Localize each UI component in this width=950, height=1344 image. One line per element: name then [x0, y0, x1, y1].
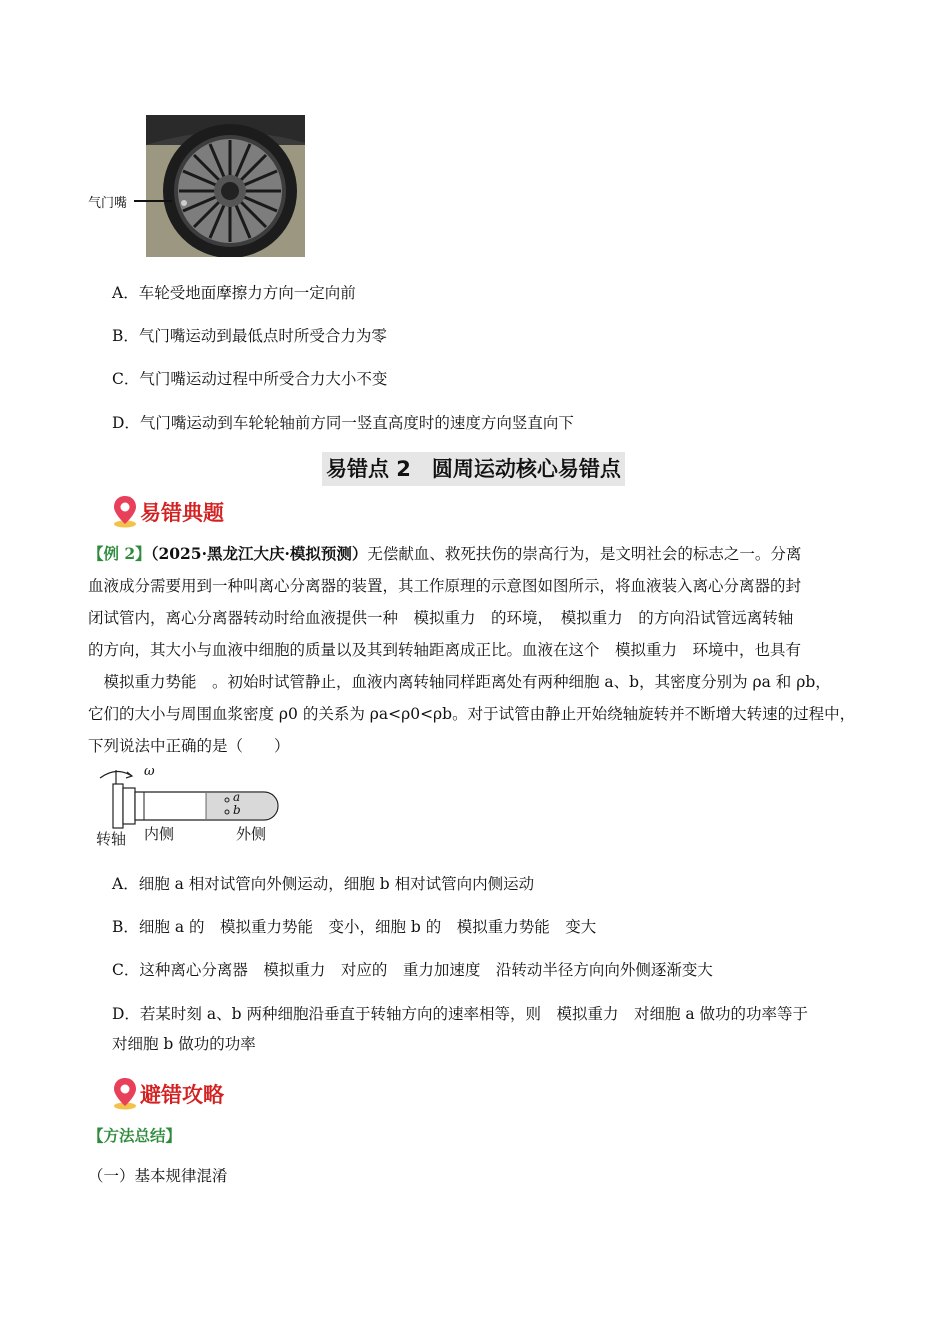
example2-line-4: 的方向，其大小与血液中细胞的质量以及其到转轴距离成正比。血液在这个 模拟重力 环境中，也具有 [88, 641, 802, 659]
valve-pointer-line [134, 200, 172, 202]
location-pin-icon [112, 1076, 138, 1110]
heading-strategy: 避错攻略 [140, 1083, 224, 1107]
location-pin-icon [112, 494, 138, 528]
heading-examples: 易错典题 [140, 501, 224, 525]
example2-line-7: 下列说法中正确的是（ ） [88, 737, 290, 755]
outer-side-label: 外侧 [236, 825, 267, 843]
omega-label: ω [144, 764, 155, 779]
example2-line-5: 模拟重力势能 。初始时试管静止，血液内离转轴同样距离处有两种细胞 a、b，其密度分别为 ρa 和 ρb， [88, 673, 831, 691]
example-source: （2025·黑龙江大庆·模拟预测） [150, 544, 368, 563]
axis-label: 转轴 [96, 830, 127, 848]
ex2-option-d: D．若某时刻 a、b 两种细胞沿垂直于转轴方向的速率相等，则 模拟重力 对细胞 a 做功的功率等于 [112, 1005, 809, 1023]
example2-text [88, 538, 868, 762]
ex2-option-c: C．这种离心分离器 模拟重力 对应的 重力加速度 沿转动半径方向向外侧逐渐变大 [112, 961, 713, 979]
q1-option-d: D．气门嘴运动到车轮轮轴前方同一竖直高度时的速度方向竖直向下 [112, 414, 574, 432]
method-summary-label: 【方法总结】 [88, 1126, 182, 1145]
wheel-photo [146, 115, 305, 257]
example-tag: 【例 2】 [88, 544, 151, 563]
centrifuge-figure [94, 762, 284, 854]
example2-line-1: 【例 2】（2025·黑龙江大庆·模拟预测）无偿献血、救死扶伤的崇高行为，是文明社会的标志之一。分离 [88, 544, 802, 563]
cell-b-label: b [233, 803, 241, 817]
section-title: 易错点 2 圆周运动核心易错点 [322, 452, 625, 486]
cell-a-label: a [233, 790, 241, 804]
ex2-option-d-continued: 对细胞 b 做功的功率 [112, 1035, 256, 1053]
inner-side-label: 内侧 [144, 825, 175, 843]
ex2-option-b: B．细胞 a 的 模拟重力势能 变小，细胞 b 的 模拟重力势能 变大 [112, 918, 597, 936]
q1-option-b: B．气门嘴运动到最低点时所受合力为零 [112, 327, 387, 345]
ex2-option-a: A．细胞 a 相对试管向外侧运动，细胞 b 相对试管向内侧运动 [112, 875, 535, 893]
subheading-basic-rules: （一）基本规律混淆 [88, 1167, 228, 1185]
example2-line-3: 闭试管内，离心分离器转动时给血液提供一种 模拟重力 的环境， 模拟重力 的方向沿试管远离转轴 [88, 609, 794, 627]
valve-label: 气门嘴 [88, 196, 128, 211]
wheel-illustration [146, 115, 305, 257]
q1-option-c: C．气门嘴运动过程中所受合力大小不变 [112, 370, 388, 388]
q1-option-a: A．车轮受地面摩擦力方向一定向前 [112, 284, 356, 302]
example2-line-2: 血液成分需要用到一种叫离心分离器的装置，其工作原理的示意图如图所示，将血液装入离心分离器的封 [88, 577, 802, 595]
example2-line-6: 它们的大小与周围血浆密度 ρ0 的关系为 ρa<ρ0<ρb。对于试管由静止开始绕轴旋转并不断增大转速的过程中， [88, 705, 856, 723]
